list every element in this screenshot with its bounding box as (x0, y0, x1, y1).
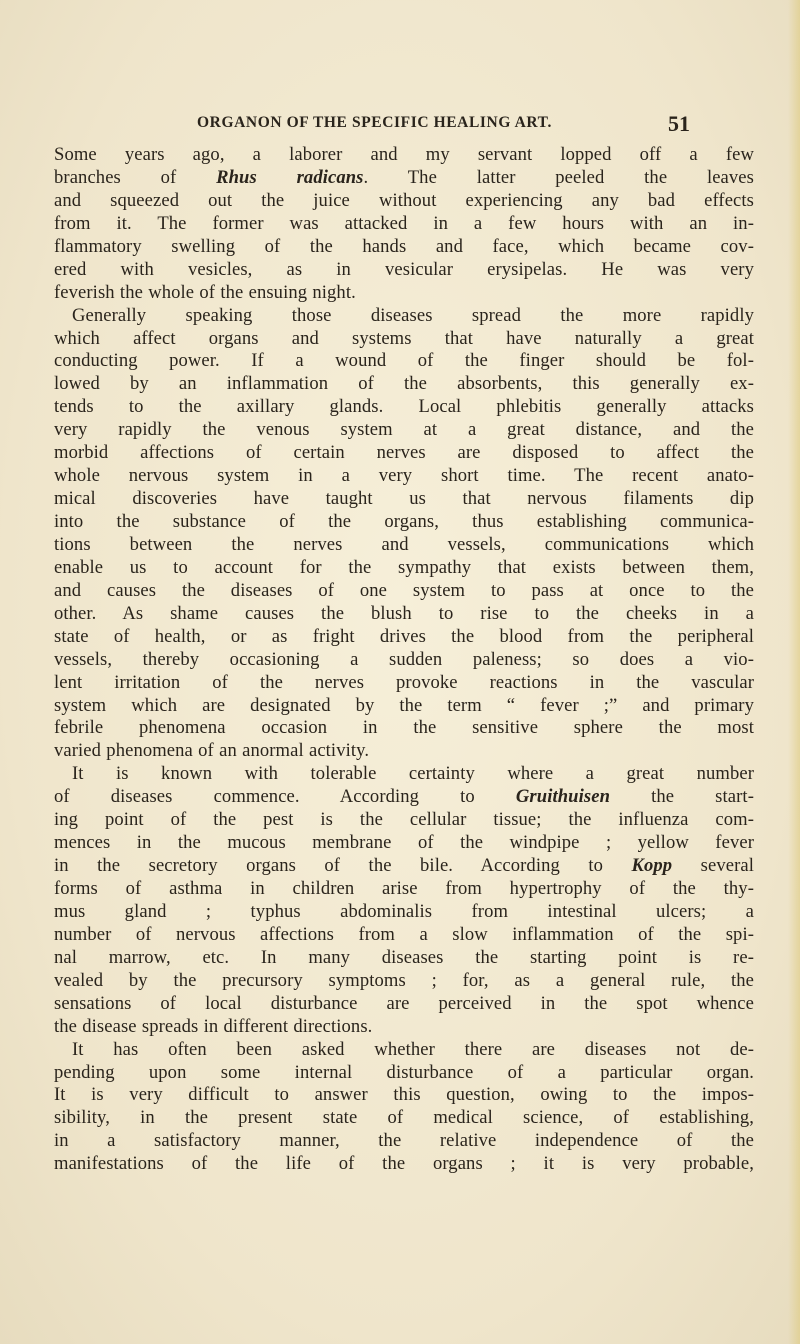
text-line (54, 1130, 754, 1153)
text-segment: other. As shame causes the blush to rise to the cheeks in a (54, 602, 754, 624)
text-line (54, 878, 754, 901)
text-segment: and causes the diseases of one system to pass at once to the (54, 579, 754, 601)
text-segment: pending upon some internal disturbance of a particular organ. (54, 1061, 754, 1083)
text-line (54, 282, 754, 305)
text-segment: mences in the mucous membrane of the windpipe ; yellow fever (54, 832, 754, 854)
text-line (54, 213, 754, 236)
running-header (0, 111, 800, 144)
paragraph (54, 144, 754, 305)
text-segment: state of health, or as fright drives the blood from the peripheral (54, 625, 754, 647)
text-line (54, 947, 754, 970)
text-segment: feverish the whole of the ensuing night. (54, 281, 356, 303)
text-segment: into the substance of the organs, thus establishing communica- (54, 511, 754, 532)
text-line (54, 488, 754, 511)
text-line (54, 328, 754, 351)
text-line (54, 396, 754, 419)
text-line (54, 557, 754, 580)
text-segment: sibility, in the present state of medical science, of establishing, (54, 1107, 754, 1129)
italic-term: Rhus radicans (216, 166, 364, 188)
text-line (54, 763, 754, 786)
text-segment: mus gland ; typhus abdominalis from intestinal ulcers; a (54, 900, 754, 922)
text-segment: febrile phenomena occasion in the sensitive sphere the most (54, 717, 754, 739)
text-line (54, 373, 754, 396)
text-line (54, 786, 754, 809)
text-line (54, 695, 754, 718)
text-line (54, 1153, 754, 1176)
text-line (54, 672, 754, 695)
text-segment: lent irritation of the nerves provoke reactions in the vascular (54, 671, 754, 693)
page-edge-shading (788, 0, 800, 1344)
text-segment: very rapidly the venous system at a great distance, and the (54, 419, 754, 441)
text-line (54, 626, 754, 649)
text-line (54, 832, 754, 855)
text-line (54, 740, 754, 763)
text-line (54, 259, 754, 282)
text-segment: varied phenomena of an anormal activity. (54, 740, 370, 762)
text-segment: It is very difficult to answer this question, owing to the impos- (54, 1084, 754, 1106)
text-segment: vealed by the precursory symptoms ; for, as a general rule, the (54, 969, 754, 991)
text-segment: of diseases commence. According to (54, 786, 516, 808)
text-segment: branches of (54, 166, 217, 188)
text-line (54, 1039, 754, 1062)
text-segment: whole nervous system in a very short time. The recent anato- (54, 465, 754, 487)
text-line (54, 465, 754, 488)
text-line (54, 511, 754, 534)
text-line (54, 649, 754, 672)
text-line (54, 855, 754, 878)
text-segment: from it. The former was attacked in a few hours with an in- (54, 212, 754, 234)
text-segment: vessels, thereby occasioning a sudden paleness; so does a vio- (54, 648, 754, 670)
text-line (54, 419, 754, 442)
text-segment: flammatory swelling of the hands and face, which became cov- (54, 235, 754, 257)
italic-term: Gruithuisen (515, 786, 611, 808)
text-line (54, 1107, 754, 1130)
body-text (54, 144, 754, 1176)
text-segment: the disease spreads in different directions. (54, 1015, 373, 1037)
text-segment: Some years ago, a laborer and my servant lopped off a few (54, 144, 754, 165)
text-segment: lowed by an inflammation of the absorbents, this generally ex- (54, 373, 754, 395)
text-line (54, 236, 754, 259)
text-line (54, 603, 754, 626)
text-line (54, 534, 754, 557)
text-line (54, 1016, 754, 1039)
paragraph (54, 305, 754, 764)
paragraph (54, 1039, 754, 1177)
text-line (54, 350, 754, 373)
text-segment: which affect organs and systems that have naturally a great (54, 327, 754, 349)
text-segment: enable us to account for the sympathy that exists between them, (54, 556, 754, 578)
text-segment: morbid affections of certain nerves are disposed to affect the (54, 442, 754, 464)
text-line (54, 1084, 754, 1107)
page-number: 51 (668, 111, 690, 136)
text-segment: nal marrow, etc. In many diseases the starting point is re- (54, 946, 754, 968)
text-line (54, 717, 754, 740)
text-segment: . The latter peeled the leaves (363, 166, 754, 188)
text-line (54, 924, 754, 947)
text-segment: tends to the axillary glands. Local phlebitis generally attacks (54, 396, 754, 418)
text-line (54, 901, 754, 924)
text-line (54, 970, 754, 993)
text-segment: ing point of the pest is the cellular tissue; the influenza com- (54, 809, 754, 831)
text-line (54, 1062, 754, 1085)
text-line (54, 809, 754, 832)
text-segment: and squeezed out the juice without experiencing any bad effects (54, 189, 754, 211)
text-segment: in the secretory organs of the bile. According to (54, 855, 632, 877)
text-segment: It has often been asked whether there are diseases not de- (72, 1038, 754, 1060)
text-line (54, 442, 754, 465)
text-line (54, 580, 754, 603)
text-segment: forms of asthma in children arise from hypertrophy of the thy- (54, 878, 754, 899)
text-line (54, 190, 754, 213)
text-line (54, 993, 754, 1016)
running-title: ORGANON OF THE SPECIFIC HEALING ART. (197, 114, 552, 131)
text-segment: manifestations of the life of the organs ; it is very probable, (54, 1153, 754, 1175)
paragraph (54, 763, 754, 1038)
text-segment: conducting power. If a wound of the finger should be fol- (54, 350, 754, 372)
text-line (54, 144, 754, 167)
text-segment: number of nervous affections from a slow inflammation of the spi- (54, 923, 754, 945)
text-line (54, 167, 754, 190)
text-segment: the start- (610, 786, 754, 808)
text-segment: It is known with tolerable certainty where a great number (72, 763, 754, 785)
text-segment: several (672, 855, 754, 877)
text-segment: mical discoveries have taught us that nervous filaments dip (54, 488, 754, 510)
text-segment: tions between the nerves and vessels, communications which (54, 533, 754, 555)
text-segment: in a satisfactory manner, the relative independence of the (54, 1130, 754, 1152)
text-segment: ered with vesicles, as in vesicular erysipelas. He was very (54, 258, 754, 280)
text-segment: system which are designated by the term “ fever ;” and primary (54, 694, 754, 716)
text-segment: sensations of local disturbance are perceived in the spot whence (54, 992, 754, 1014)
italic-term: Kopp (631, 855, 673, 877)
text-line (54, 305, 754, 328)
text-segment: Generally speaking those diseases spread the more rapidly (72, 304, 754, 326)
